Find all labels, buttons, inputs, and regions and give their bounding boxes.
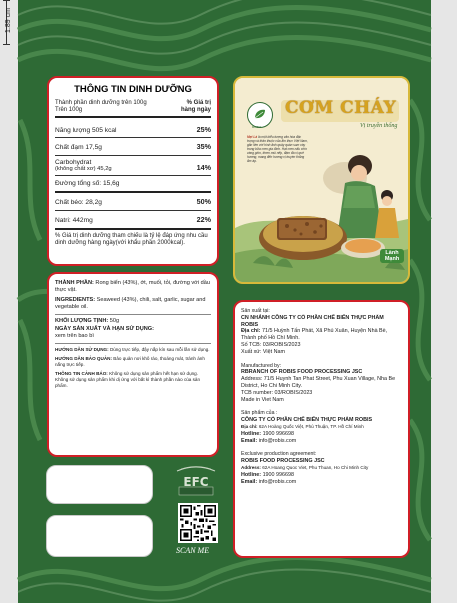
efc-label: EFC: [183, 475, 209, 489]
blank-label-box-bottom: [46, 515, 153, 557]
product-name: [275, 96, 405, 120]
exclusive-email: info@robis.com: [258, 478, 297, 485]
exclusive-address: 62A Hoang Quoc Viet, Phu Thuan, Ho Chi Minh City: [262, 464, 369, 470]
nutrition-header-left-1: Thành phần dinh dưỡng trên 100g: [55, 100, 147, 106]
product-name-text: CƠM CHÁY: [285, 98, 397, 118]
ingredients-en-text: Seaweed (43%), chili, salt, garlic, sugar and vegetable oil.: [55, 297, 206, 310]
vn-origin: Xuất xứ: Việt Nam: [241, 348, 285, 355]
parent-company: CÔNG TY CỔ PHẦN CHẾ BIẾN THỰC PHẨM ROBIS: [241, 417, 373, 424]
figure-caption: Lành Mạnh: [380, 249, 404, 263]
email-label: Email:: [241, 437, 258, 444]
storage-label: HƯỚNG DẪN BẢO QUẢN:: [55, 356, 112, 361]
qr-code-icon: [180, 505, 216, 541]
parent-address: 62A Hoàng Quốc Việt, Phú Thuận, TP. Hồ Chí Minh: [258, 423, 364, 429]
ingredients-vn-label: THÀNH PHẦN:: [55, 280, 94, 286]
product-of-label: Sản phẩm của :: [241, 410, 278, 417]
net-weight-value: 50g: [109, 318, 120, 324]
qr-code[interactable]: [178, 503, 218, 543]
nutrition-title: THÔNG TIN DINH DƯỠNG: [74, 84, 192, 95]
exclusive-company: ROBIS FOOD PROCESSING JSC: [241, 458, 325, 465]
nutrition-header-right-1: % Giá trị: [186, 100, 211, 106]
nutrition-row-label: Đường tổng số: 15,6g: [55, 180, 120, 187]
nutrition-row-sublabel: (không chất xơ) 45,2g: [55, 166, 112, 172]
exclusive-email-label: Email:: [241, 478, 258, 485]
nutrition-row-label: Natri: 442mg: [55, 217, 93, 224]
nutrition-row-protein: [55, 138, 211, 156]
nutrition-row-label: Chất đạm 17,5g: [55, 144, 102, 151]
ingredients-en-label: INGREDIENTS:: [55, 297, 96, 303]
nutrition-header-right-2: hàng ngày: [180, 107, 211, 113]
efc-certification-badge: [171, 465, 221, 501]
storage-text: Bảo quản nơi khô ráo, thoáng mát, tránh ánh nắng trực tiếp.: [55, 356, 205, 367]
dimension-label: 1.89 cm: [4, 8, 12, 33]
email: info@robis.com: [258, 437, 297, 444]
product-story: [247, 135, 309, 163]
dimension-cap-top: [3, 0, 10, 1]
story-text: là một biểu tượng văn hóa đặc trưng và thân thuộc của ẩm thực Việt Nam, gắn liền với hình ảnh quây quần sum vầy trong bữa cơm gia đình. Hạt cơm nấu chín vàng giòn, thơm mùi nếp, đậm đà vị quê hương, mang đến hương vị truyền thống ấm áp.: [247, 135, 308, 163]
nutrition-header-left-2: Trên 100g: [55, 107, 83, 113]
leaf-icon: [248, 103, 272, 127]
warning-text: Không sử dụng sản phẩm hết hạn sử dụng. Không sử dụng sản phẩm khi dị ứng với bất kì thành phần nào của sản phẩm.: [55, 371, 201, 388]
exclusive-hotline: 1900 996698: [262, 471, 295, 478]
parent-address-label: Địa chỉ:: [241, 423, 258, 429]
ingredients-vn-text: Rong biển (43%), ớt, muối, tỏi, đường với dầu thực vật.: [55, 280, 210, 293]
manufacturer-panel: [233, 300, 410, 558]
en-tcb: TCB number: 03/ROBIS/2023: [241, 389, 313, 396]
exclusive-label: Exclusive production agreement:: [241, 451, 317, 458]
nutrition-row-fat: [55, 193, 211, 211]
nutrition-row-label: Chất béo: 28,2g: [55, 199, 102, 206]
usage-label: HƯỚNG DẪN SỬ DỤNG:: [55, 347, 109, 352]
en-made-label: Manufactured by:: [241, 362, 282, 369]
product-artwork-panel: [233, 76, 410, 284]
vn-address-label: Địa chỉ:: [241, 328, 261, 335]
nutrition-row-pct: 14%: [196, 163, 211, 172]
en-company: RBRANCH OF ROBIS FOOD PROCESSING JSC: [241, 369, 363, 376]
made-at-label: Sản xuất tại:: [241, 308, 270, 314]
date-label: NGÀY SẢN XUẤT VÀ HẠN SỬ DỤNG:: [55, 326, 155, 332]
exclusive-hotline-label: Hotline:: [241, 471, 262, 478]
date-value: xem trên bao bì: [55, 333, 94, 339]
nutrition-row-sugar: [55, 176, 211, 193]
en-origin: Made in Viet Nam: [241, 396, 284, 403]
vn-tcb: Số TCB: 03/ROBIS/2023: [241, 341, 301, 348]
hotline: 1900 996698: [262, 430, 295, 437]
nutrition-row-carb: [55, 156, 211, 176]
dimension-cap-bottom: [3, 44, 10, 45]
hotline-label: Hotline:: [241, 430, 262, 437]
exclusive-address-label: Address:: [241, 464, 261, 470]
nutrition-header: [55, 98, 211, 118]
product-tagline: Vị truyền thống: [360, 123, 398, 129]
story-lead: Mẹt Lá: [247, 135, 258, 139]
scan-me-label: SCAN ME: [176, 546, 210, 555]
ingredients-panel: [47, 272, 219, 457]
vn-address: 71/5 Huỳnh Tấn Phát, Xã Phú Xuân, Huyện Nhà Bè, Thành phố Hồ Chí Minh.: [241, 328, 388, 342]
nutrition-facts-panel: [47, 76, 219, 266]
nutrition-row-sodium: [55, 211, 211, 230]
usage-text: Dùng trực tiếp, đậy nắp kín sau mỗi lần sử dụng.: [109, 347, 210, 352]
nutrition-row-pct: 25%: [196, 125, 211, 134]
vn-company: CN NHÁNH CÔNG TY CỔ PHẦN CHẾ BIẾN THỰC PHẨM ROBIS: [241, 314, 384, 328]
en-address: Address: 71/5 Huynh Tan Phat Street, Phu Xuan Village, Nha Be District, Ho Chi Minh City.: [241, 376, 396, 389]
logo-text: ROBIS: [252, 125, 262, 129]
warning-label: THÔNG TIN CẢNH BÁO:: [55, 371, 108, 376]
nutrition-row-label: Năng lượng 505 kcal: [55, 127, 117, 134]
nutrition-row-energy: [55, 122, 211, 138]
nutrition-row-label: Carbohydrat: [55, 159, 92, 166]
net-weight-label: KHỐI LƯỢNG TỊNH:: [55, 318, 109, 324]
blank-label-box-top: [46, 465, 153, 504]
nutrition-row-pct: 22%: [196, 215, 211, 224]
nutrition-row-pct: 50%: [196, 197, 211, 206]
nutrition-row-pct: 35%: [196, 142, 211, 151]
nutrition-footnote: % Giá trị dinh dưỡng tham chiếu là tỷ lệ đáp ứng nhu cầu dinh dưỡng hàng ngày(với khẩu phần 2000kcal).: [55, 233, 208, 247]
